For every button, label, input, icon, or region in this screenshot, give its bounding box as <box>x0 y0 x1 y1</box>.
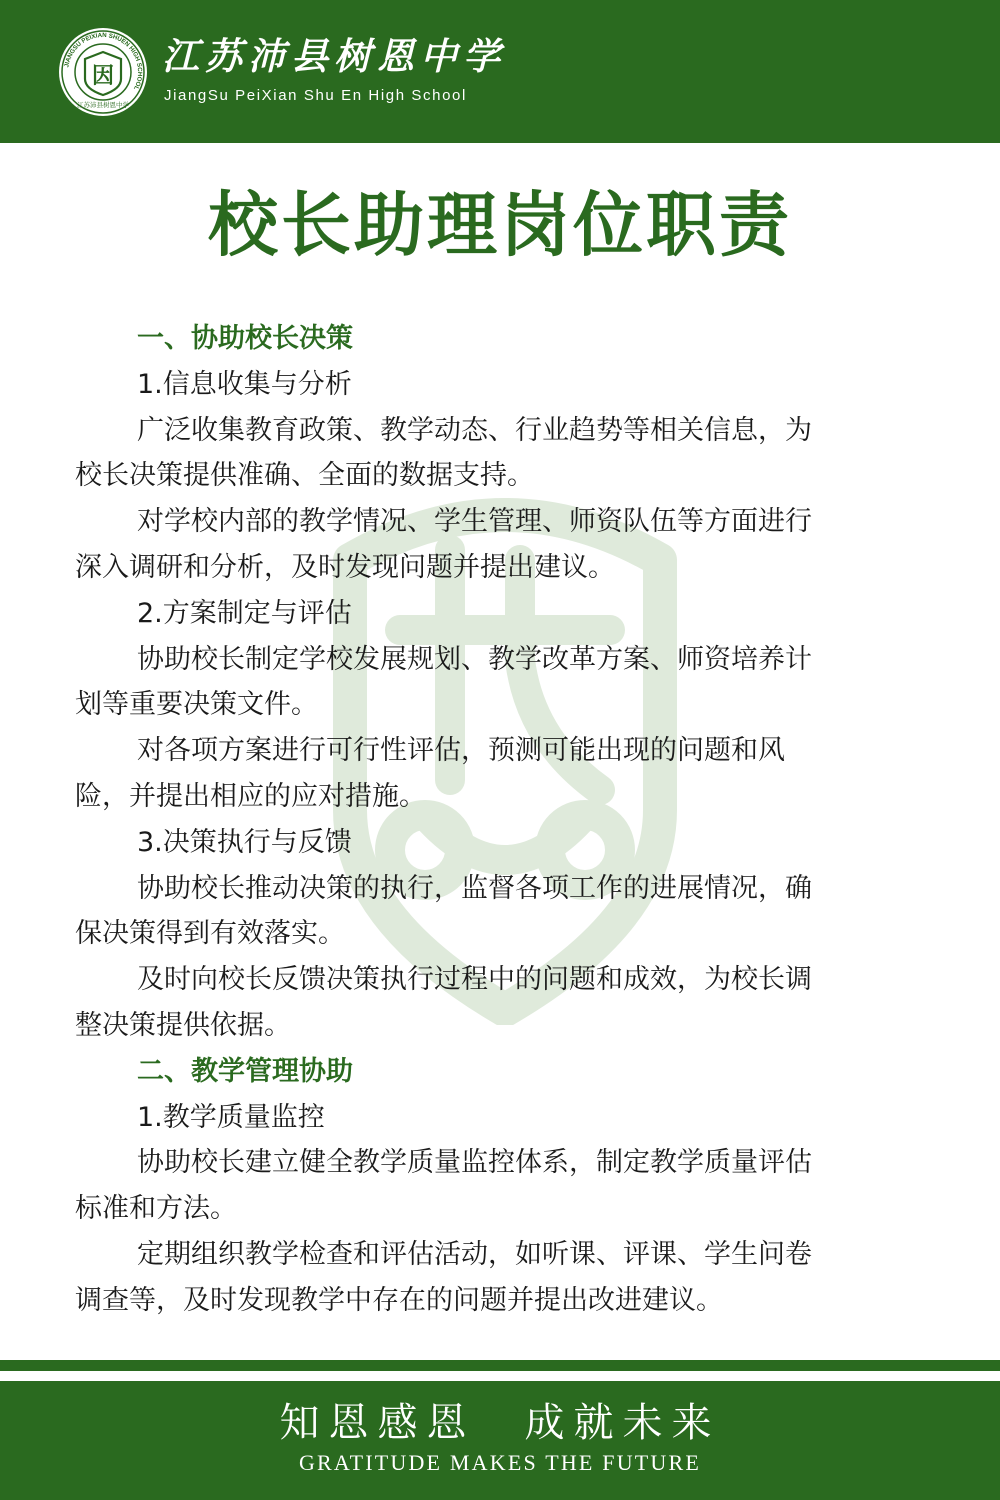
paragraph-line: 协助校长建立健全教学质量监控体系，制定教学质量评估 <box>137 1147 812 1179</box>
paragraph-line: 调查等，及时发现教学中存在的问题并提出改进建议。 <box>75 1284 723 1316</box>
header-banner <box>0 0 1000 143</box>
page-title: 校长助理岗位职责 <box>208 184 792 266</box>
logo-ring-text: JIANGSU PEIXIAN SHUEN HIGH SCHOOL <box>63 31 144 92</box>
paragraph-line: 标准和方法。 <box>75 1193 237 1225</box>
logo-char: 因 <box>91 64 115 89</box>
footer-banner <box>0 1381 1000 1500</box>
footer-stripe <box>0 1360 1000 1371</box>
paragraph-line: 及时向校长反馈决策执行过程中的问题和成效，为校长调 <box>137 964 812 996</box>
section-heading: 二、教学管理协助 <box>137 1055 353 1087</box>
subsection-heading: 2.方案制定与评估 <box>137 597 352 629</box>
paragraph-line: 深入调研和分析，及时发现问题并提出建议。 <box>75 551 615 583</box>
subsection-heading: 3.决策执行与反馈 <box>137 826 352 858</box>
paragraph-line: 校长决策提供准确、全面的数据支持。 <box>75 460 534 492</box>
subsection-heading: 1.教学质量监控 <box>137 1101 325 1133</box>
paragraph-line: 整决策提供依据。 <box>75 1009 291 1041</box>
paragraph-line: 协助校长制定学校发展规划、教学改革方案、师资培养计 <box>137 643 812 675</box>
paragraph-line: 划等重要决策文件。 <box>75 689 318 721</box>
paragraph-line: 协助校长推动决策的执行，监督各项工作的进展情况，确 <box>137 872 812 904</box>
slogan-cn: 知恩感恩 成就未来 <box>279 1400 721 1446</box>
school-name-cn: 江苏沛县树恩中学 <box>162 34 506 78</box>
paragraph-line: 保决策得到有效落实。 <box>75 918 345 950</box>
paragraph-line: 险，并提出相应的应对措施。 <box>75 780 426 812</box>
subsection-heading: 1.信息收集与分析 <box>137 368 352 400</box>
school-name-en: JiangSu PeiXian Shu En High School <box>164 87 467 104</box>
paragraph-line: 对各项方案进行可行性评估，预测可能出现的问题和风 <box>137 735 785 767</box>
paragraph-line: 定期组织教学检查和评估活动，如听课、评课、学生问卷 <box>137 1238 812 1270</box>
logo-ring-text-cn: 江苏沛县树恩中学 <box>77 101 129 109</box>
paragraph-line: 广泛收集教育政策、教学动态、行业趋势等相关信息，为 <box>137 414 812 446</box>
responsibilities-body <box>75 316 927 1324</box>
section-heading: 一、协助校长决策 <box>137 323 353 354</box>
school-emblem-icon <box>58 27 148 117</box>
slogan-en: GRATITUDE MAKES THE FUTURE <box>298 1450 702 1475</box>
paragraph-line: 对学校内部的教学情况、学生管理、师资队伍等方面进行 <box>137 506 812 538</box>
